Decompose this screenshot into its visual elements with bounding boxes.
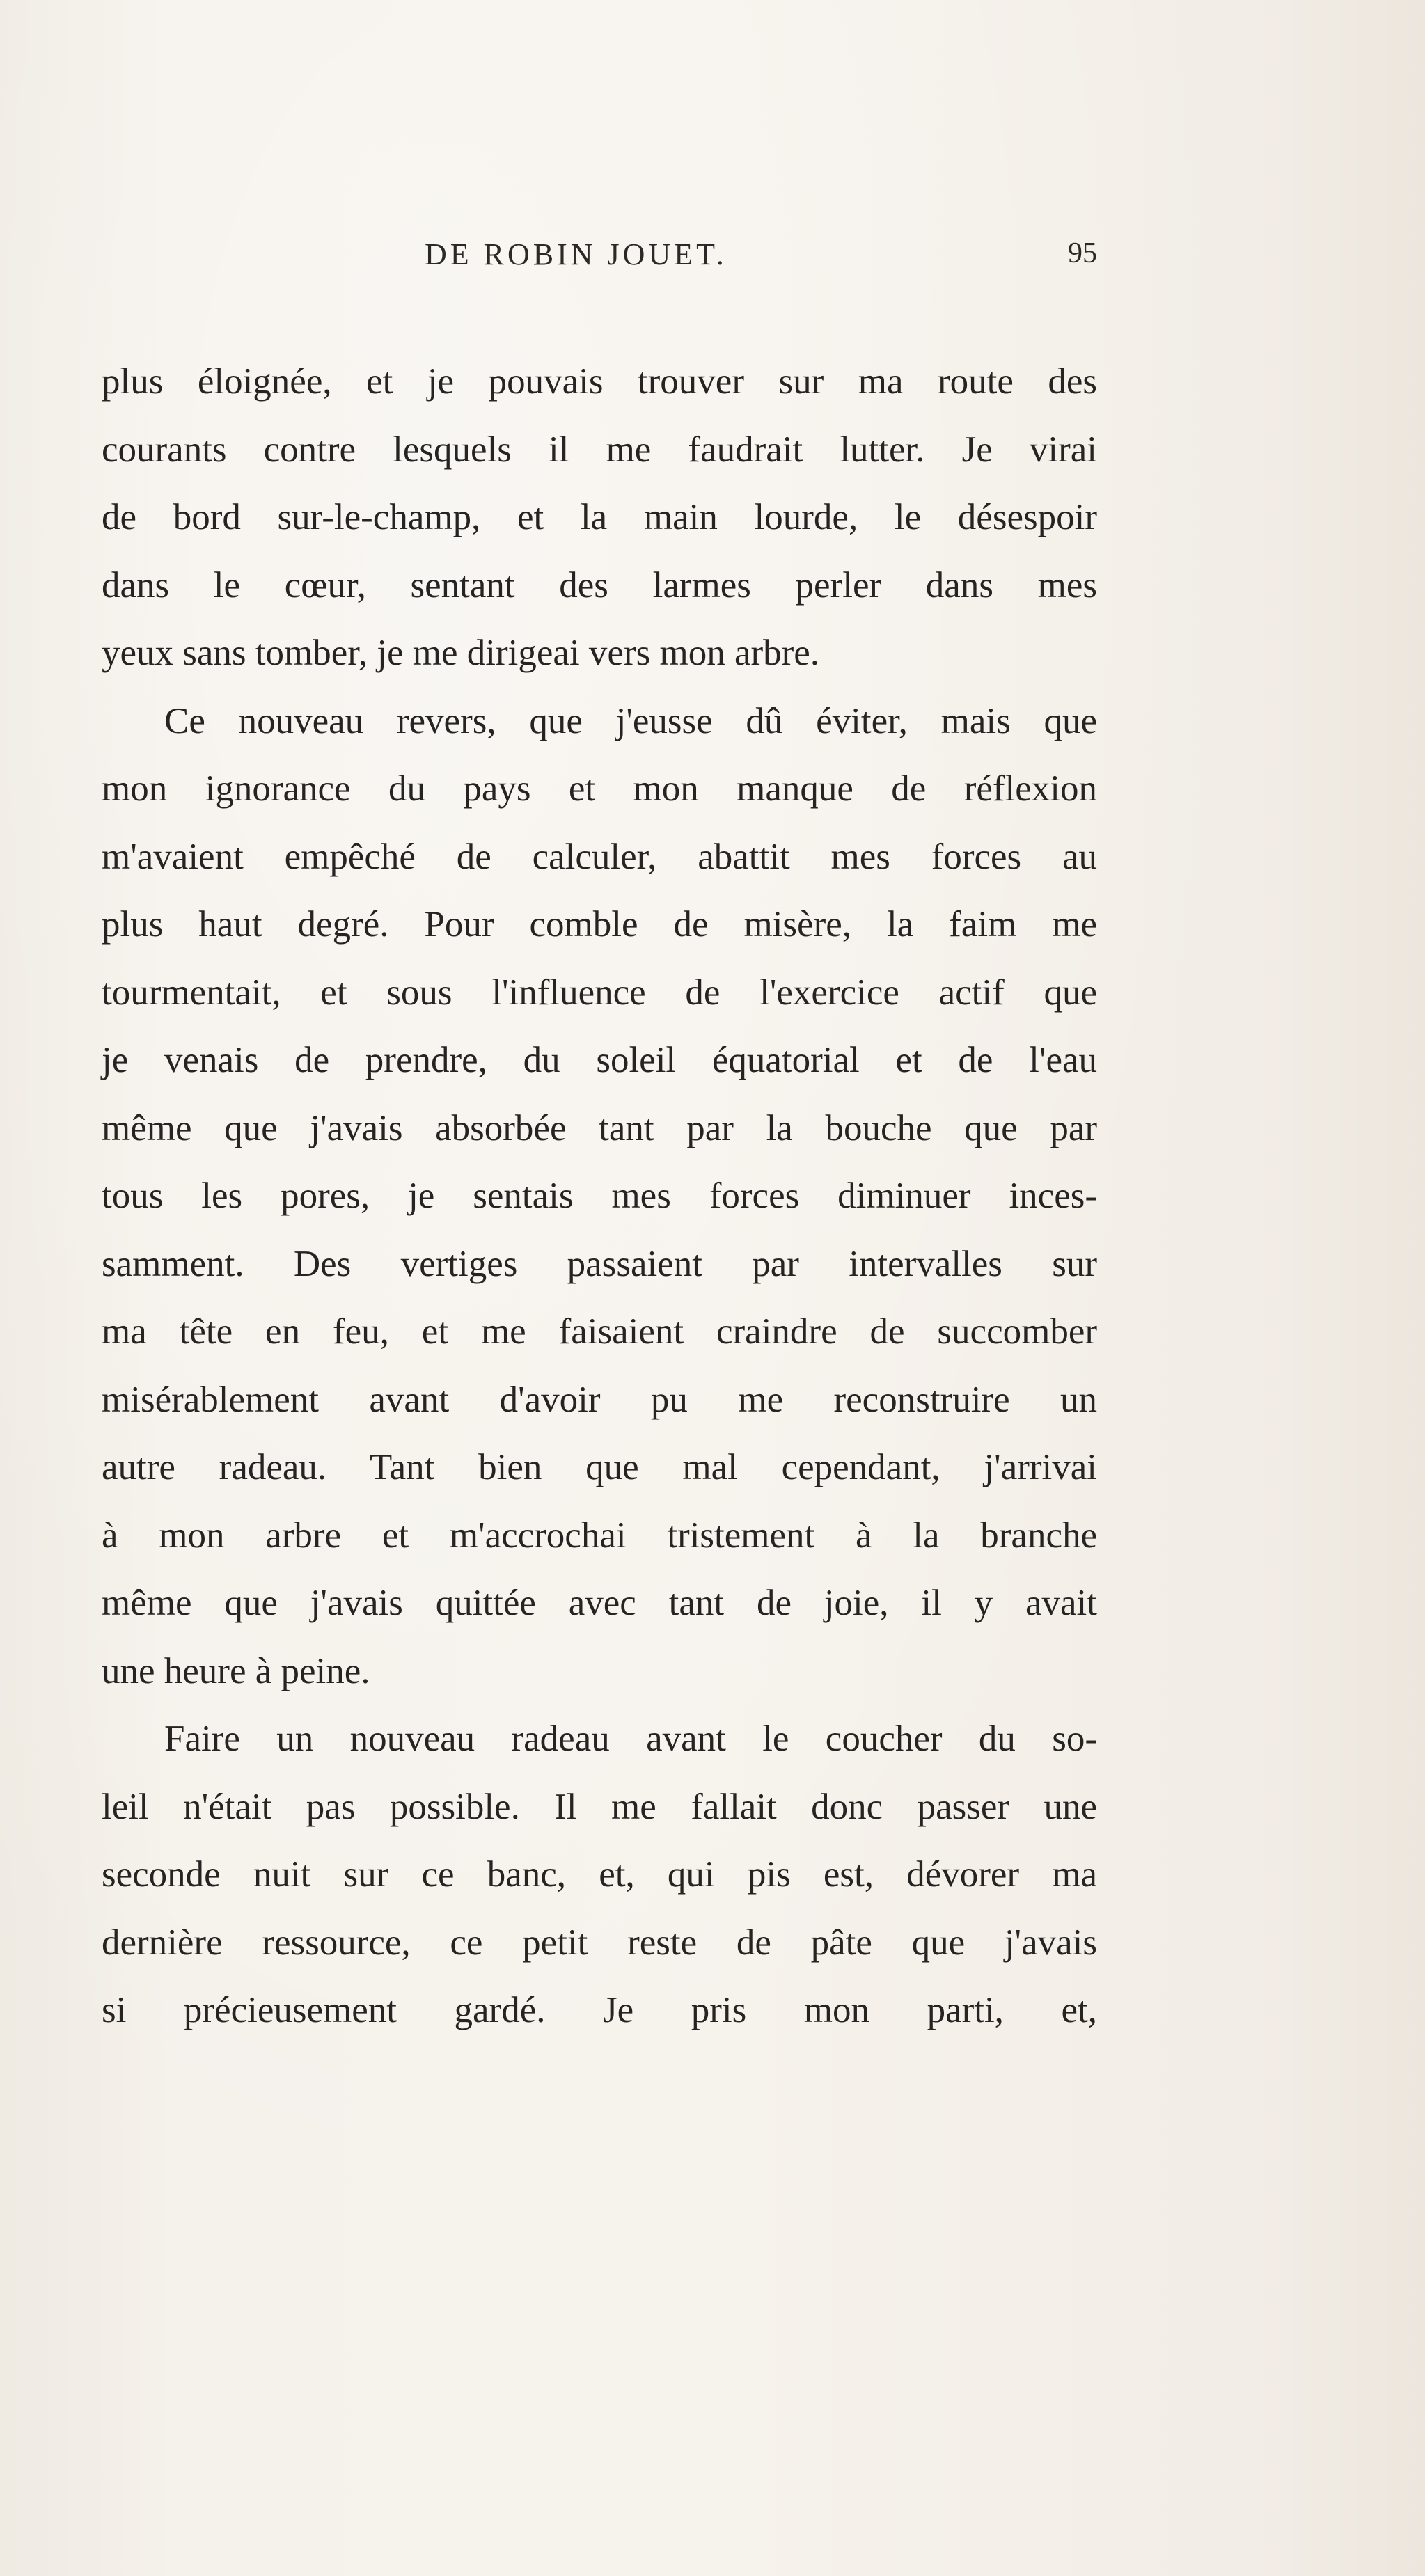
- text-line: seconde nuit sur ce banc, et, qui pis est, dévorer ma: [102, 1854, 1097, 1895]
- paragraph-start-line: Ce nouveau revers, que j'eusse dû éviter, mais que: [164, 700, 1097, 741]
- text-line: samment. Des vertiges passaient par intervalles sur: [102, 1243, 1097, 1284]
- text-line: ma tête en feu, et me faisaient craindre de succomber: [102, 1311, 1097, 1352]
- text-line: même que j'avais absorbée tant par la bouche que par: [102, 1107, 1097, 1148]
- running-title: DE ROBIN JOUET.: [425, 237, 727, 271]
- text-line: autre radeau. Tant bien que mal cependant, j'arrivai: [102, 1447, 1097, 1487]
- text-line: plus éloignée, et je pouvais trouver sur ma route des: [102, 361, 1097, 402]
- text-line: leil n'était pas possible. Il me fallait donc passer une: [102, 1786, 1097, 1827]
- text-line: dernière ressource, ce petit reste de pâte que j'avais: [102, 1922, 1097, 1963]
- text-line: dans le cœur, sentant des larmes perler dans mes: [102, 564, 1097, 606]
- text-line: misérablement avant d'avoir pu me reconstruire un: [102, 1379, 1097, 1420]
- text-line: tourmentait, et sous l'influence de l'exercice actif que: [102, 972, 1097, 1013]
- body-text: [102, 348, 1097, 2045]
- text-line: je venais de prendre, du soleil équatorial et de l'eau: [102, 1040, 1097, 1080]
- text-line: une heure à peine.: [102, 1650, 370, 1691]
- text-line: de bord sur-le-champ, et la main lourde, le désespoir: [102, 497, 1097, 537]
- page-number: 95: [1068, 237, 1097, 269]
- text-line: à mon arbre et m'accrochai tristement à la branche: [102, 1515, 1097, 1556]
- text-line: plus haut degré. Pour comble de misère, la faim me: [102, 904, 1097, 945]
- text-line: m'avaient empêché de calculer, abattit mes forces au: [102, 836, 1097, 877]
- text-line: yeux sans tomber, je me dirigeai vers mon arbre.: [102, 633, 820, 673]
- text-line: tous les pores, je sentais mes forces diminuer inces-: [102, 1176, 1097, 1216]
- text-line: mon ignorance du pays et mon manque de réflexion: [102, 768, 1097, 809]
- text-line: courants contre lesquels il me faudrait lutter. Je virai: [102, 429, 1097, 470]
- text-line: si précieusement gardé. Je pris mon parti, et,: [102, 1990, 1097, 2030]
- running-head: [102, 237, 1097, 285]
- text-line: même que j'avais quittée avec tant de joie, il y avait: [102, 1583, 1097, 1623]
- paragraph-start-line: Faire un nouveau radeau avant le coucher du so-: [164, 1718, 1097, 1759]
